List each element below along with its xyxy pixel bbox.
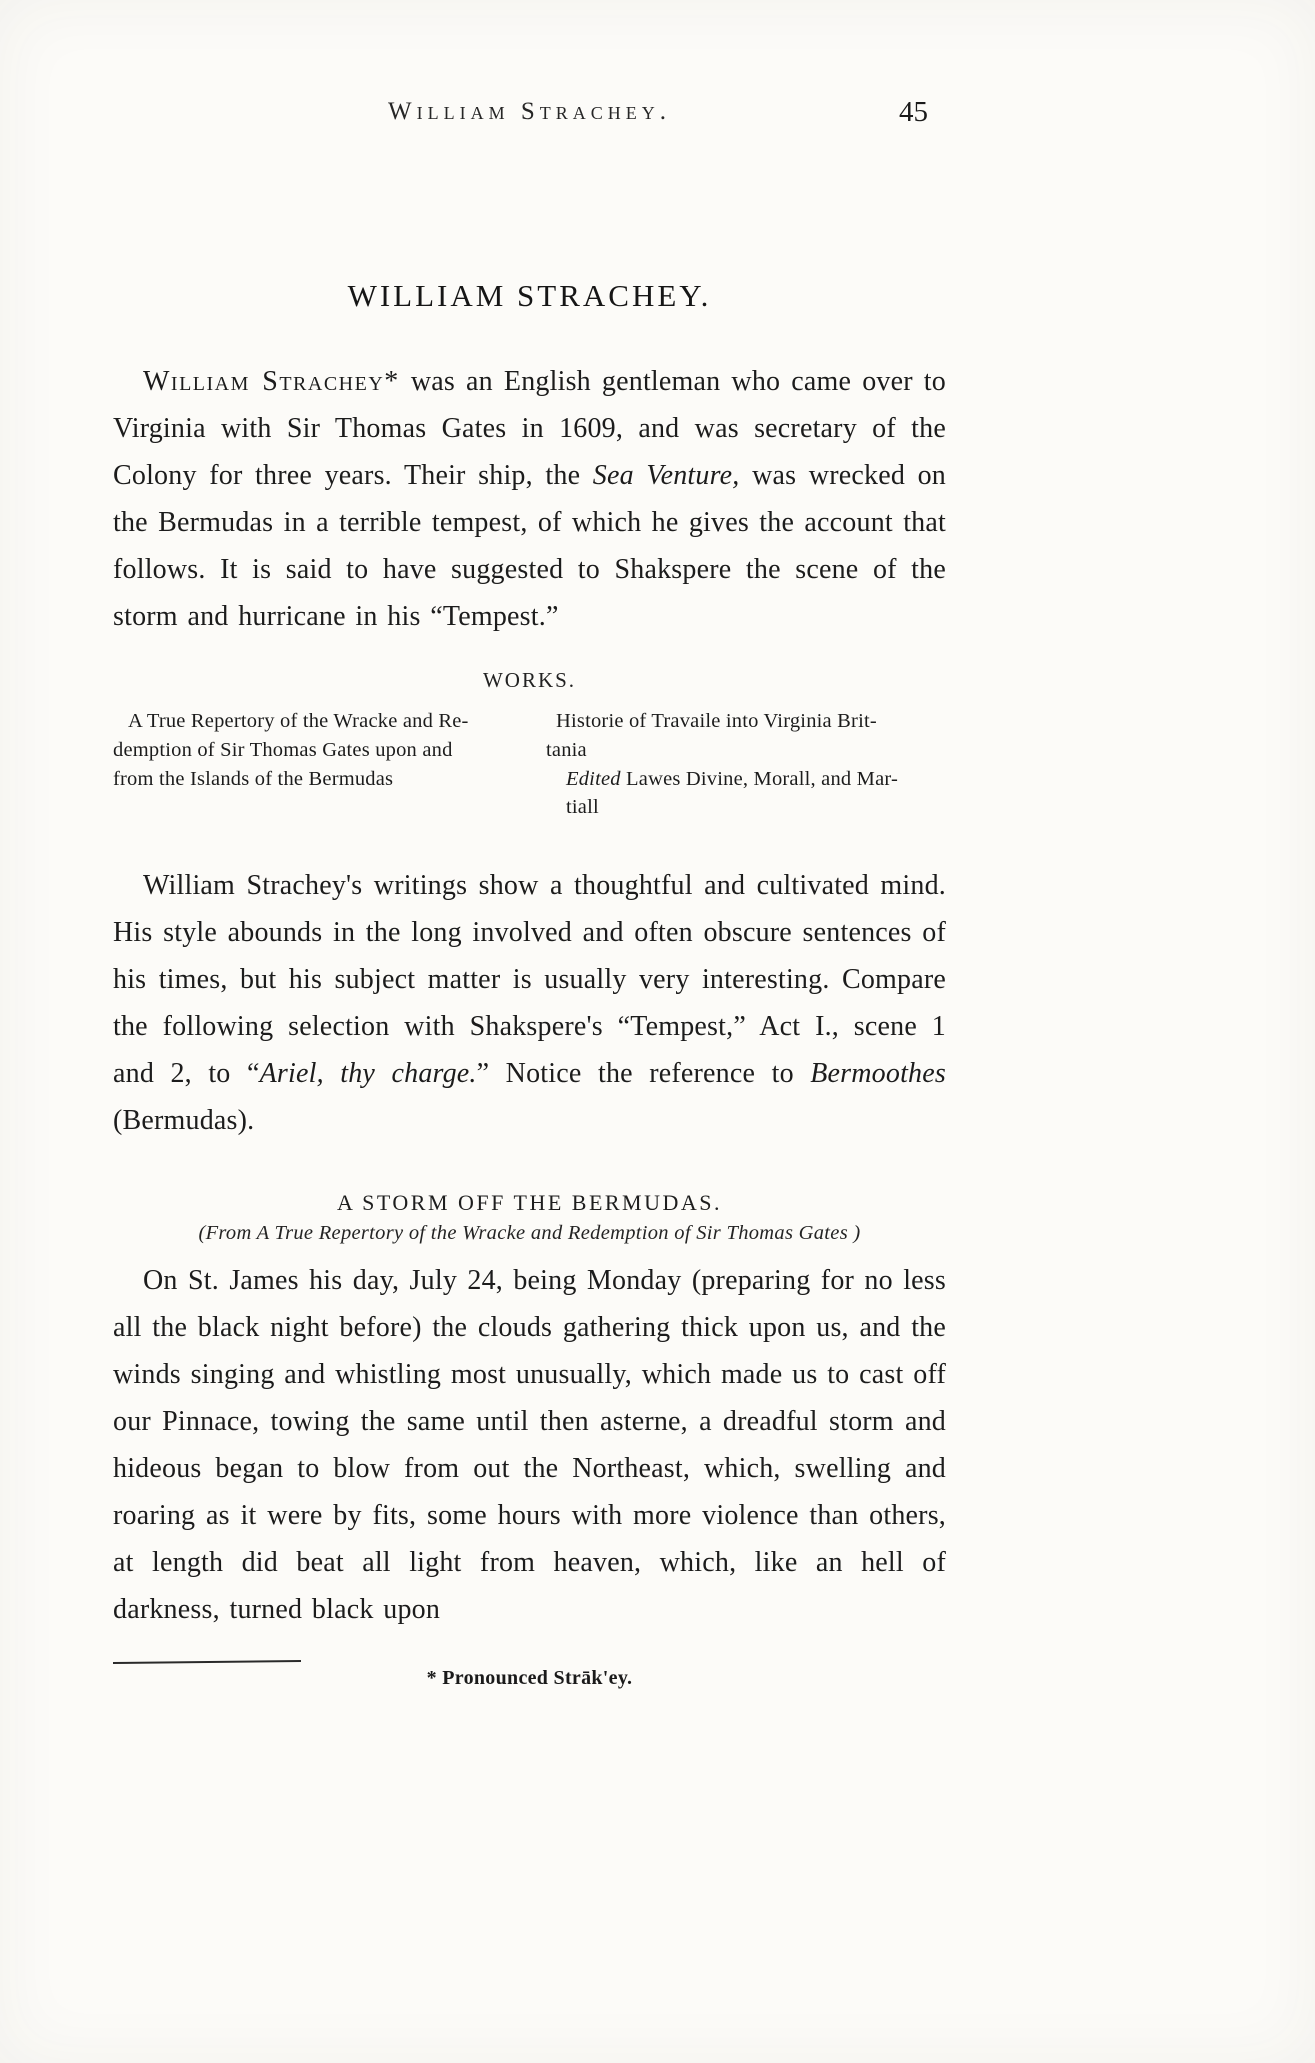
works-list	[113, 707, 946, 822]
works-right-item-2: Edited Lawes Divine, Morall, and Mar- tiall	[566, 767, 899, 819]
commentary-paragraph: William Strachey's writings show a thoughtful and cultivated mind. His style abounds in the long involved and often obscure sentences of his times, but his subject matter is usually very interesting. Compare the following selection with Shakspere's “Tempest,” Act I., scene 1 and 2, to “Ariel, thy charge.” Notice the reference to Bermoothes (Bermudas).	[113, 869, 946, 1137]
works-heading: WORKS.	[482, 668, 577, 693]
works-right-item-1: Historie of Travaile into Virginia Brit- tania	[546, 710, 877, 761]
works-left-column: A True Repertory of the Wracke and Re- demption of Sir Thomas Gates upon and from the Islands of the Bermudas	[113, 710, 469, 790]
storm-source-line: (From A True Repertory of the Wracke and Redemption of Sir Thomas Gates )	[198, 1222, 861, 1245]
footnote-text: * Pronounced Strāk'ey.	[426, 1667, 633, 1690]
text-block	[113, 98, 946, 1690]
intro-paragraph: William Strachey* was an English gentleman who came over to Virginia with Sir Thomas Gates in 1609, and was secretary of the Colony for three years. Their ship, the Sea Venture, was wrecked on the Bermudas in a terrible tempest, of which he gives the account that follows. It is said to have suggested to Shakspere the scene of the storm and hurricane in his “Tempest.”	[113, 366, 947, 633]
page-title: WILLIAM STRACHEY.	[347, 278, 712, 313]
page-header	[113, 98, 946, 136]
footnote-rule	[113, 1660, 301, 1664]
works-right-column	[546, 707, 946, 822]
running-head: William Strachey.	[388, 98, 671, 125]
storm-paragraph: On St. James his day, July 24, being Monday (preparing for no less all the black night before) the clouds gathering thick upon us, and the winds singing and whistling most unusually, which made us to cast off our Pinnace, towing the same until then asterne, a dreadful storm and hideous began to blow from out the Northeast, which, swelling and roaring as it were by fits, some hours with more violence than others, at length did beat all light from heaven, which, like an hell of darkness, turned black upon	[113, 1265, 946, 1626]
page-number: 45	[899, 96, 928, 128]
footnote-block	[113, 1661, 946, 1690]
storm-section-heading: A STORM OFF THE BERMUDAS.	[336, 1190, 723, 1216]
